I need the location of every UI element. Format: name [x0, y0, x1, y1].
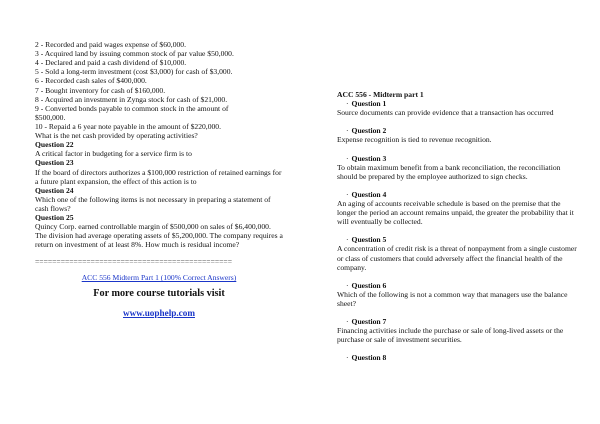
bullet-icon: · — [346, 153, 349, 163]
bullet-icon: · — [346, 317, 349, 327]
bullet-icon: · — [346, 189, 349, 199]
question-text: Financing activities include the purchase or sale of long-lived assets or the purchase or sale of investment securities. — [337, 326, 564, 345]
question-text: To obtain maximum benefit from a bank reconciliation, the reconciliation should be prepared by the employee authorized to sign checks. — [337, 162, 561, 181]
site-link[interactable]: www.uophelp.com — [123, 307, 195, 318]
list-item: 6 - Recorded cash sales of $400,000. — [35, 76, 147, 86]
separator-line: ============================================== — [35, 256, 232, 266]
question-label: Question 23 — [35, 158, 74, 168]
bullet-icon: · — [346, 235, 349, 245]
question-label: Question 24 — [35, 185, 74, 195]
list-item: 5 - Sold a long-term investment (cost $3,000) for cash of $3,000. — [35, 67, 233, 77]
question-label: · Question 1 — [346, 99, 387, 109]
question-label: · Question 2 — [346, 126, 387, 136]
section-title: ACC 556 - Midterm part 1 — [337, 90, 424, 99]
question-text: A concentration of credit risk is a threat of nonpayment from a single customer or class of customers that could adversely affect the financial health of the company. — [337, 244, 577, 272]
bullet-icon: · — [346, 280, 349, 290]
question-text: An aging of accounts receivable schedule is based on the premise that the longer the period an account remains unpaid, the greater the probability that it will eventually be collected. — [337, 198, 574, 227]
list-item: 7 - Bought inventory for cash of $160,000. — [35, 85, 166, 95]
question-label: · Question 7 — [346, 317, 387, 327]
list-item: 8 - Acquired an investment in Zynga stock for cash of $21,000. — [35, 94, 228, 104]
question-text: A critical factor in budgeting for a service firm is to — [35, 149, 192, 159]
question-label: · Question 3 — [346, 153, 387, 163]
question-text: If the board of directors authorizes a $100,000 restriction of retained earnings for a future plant expansion, the effect of this action is to — [35, 167, 282, 186]
bullet-icon: · — [346, 353, 349, 363]
question-text: Expense recognition is tied to revenue recognition. — [337, 135, 492, 145]
list-item: 2 - Recorded and paid wages expense of $60,000. — [35, 40, 186, 49]
question-text: What is the net cash provided by operating activities? — [35, 131, 198, 141]
bullet-icon: · — [346, 126, 349, 136]
question-label: · Question 8 — [346, 353, 387, 363]
list-item: 4 - Declared and paid a cash dividend of $10,000. — [35, 58, 187, 68]
midterm-answers-link[interactable]: ACC 556 Midterm Part 1 (100% Correct Answers) — [81, 273, 237, 283]
question-text: Which one of the following items is not necessary in preparing a statement of cash flows? — [35, 194, 271, 213]
question-label: Question 22 — [35, 140, 74, 150]
left-column — [35, 40, 283, 319]
question-text: Which of the following is not a common way that managers use the balance sheet? — [337, 289, 568, 308]
list-item: 10 - Repaid a 6 year note payable in the amount of $220,000. — [35, 121, 221, 131]
question-text: Source documents can provide evidence that a transaction has occurred — [337, 108, 554, 118]
bullet-icon: · — [346, 99, 349, 109]
question-label: · Question 6 — [346, 280, 387, 290]
list-item: $500,000. — [35, 112, 66, 122]
list-item: 3 - Acquired land by issuing common stock of par value $50,000. — [35, 49, 234, 59]
question-label: · Question 4 — [346, 189, 387, 199]
list-item: 9 - Converted bonds payable to common stock in the amount of — [35, 103, 229, 113]
question-text: Quincy Corp. earned controllable margin of $500,000 on sales of $6,400,000. The division had average operating assets of $5,200,000. The company requires a return on investment of at least 8%. How much is residual income? — [35, 222, 283, 250]
question-label: Question 25 — [35, 213, 74, 223]
right-column — [337, 90, 579, 363]
question-label: · Question 5 — [346, 235, 387, 245]
promo-heading: For more course tutorials visit — [93, 288, 225, 300]
